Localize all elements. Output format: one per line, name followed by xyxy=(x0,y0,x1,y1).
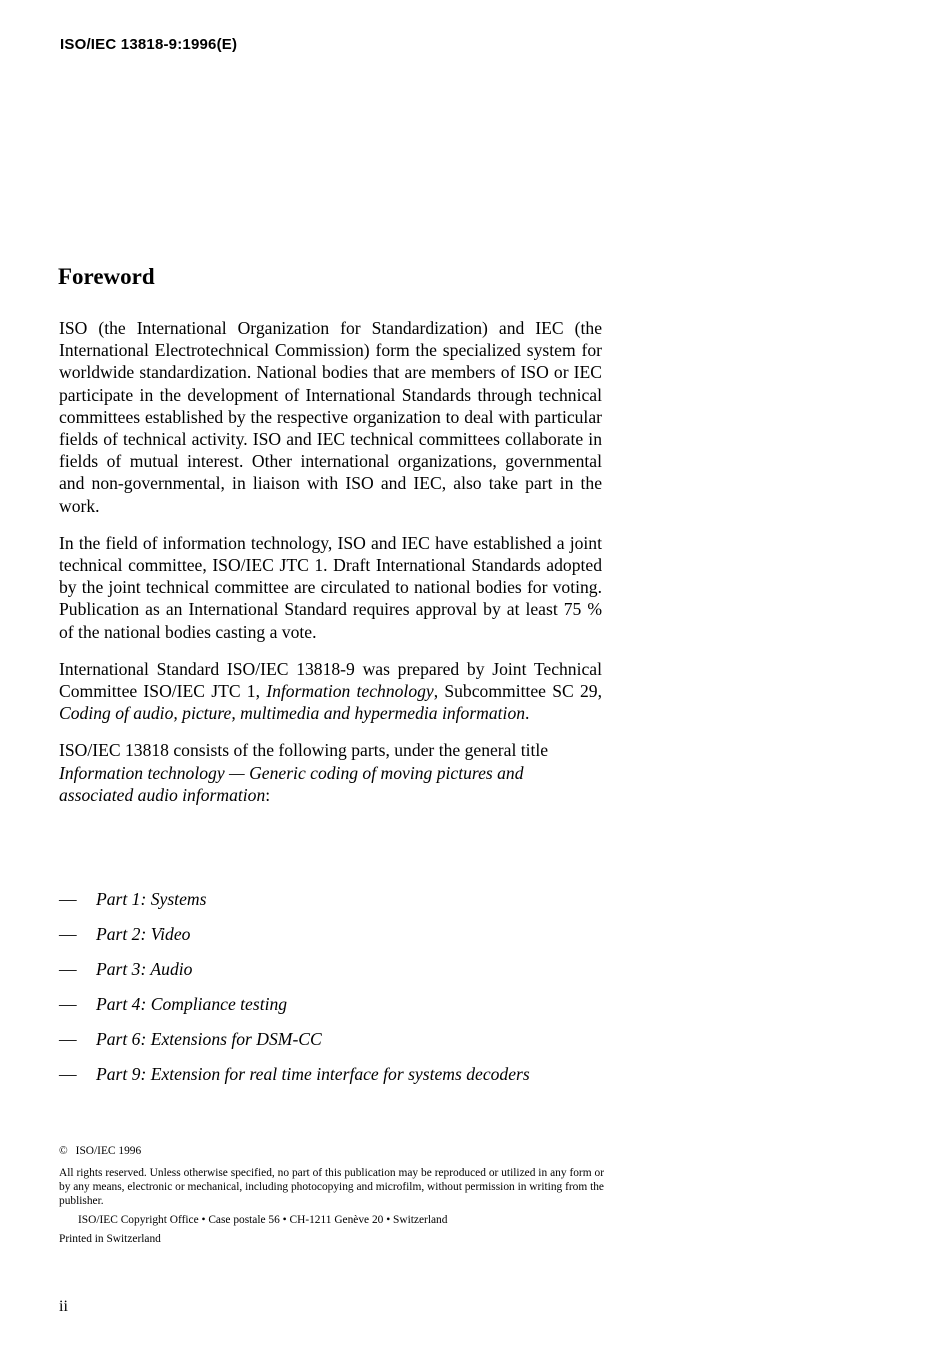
list-item xyxy=(59,1028,530,1063)
paragraph-3-text-a: International Standard ISO/IEC 13818-9 was prepared by Joint Technical Committee ISO/IEC JTC 1, xyxy=(59,658,602,702)
list-item xyxy=(59,923,530,958)
foreword-body xyxy=(59,317,602,821)
part-label: Part 9: Extension for real time interface for systems decoders xyxy=(96,1064,530,1084)
copyright-notice xyxy=(59,1144,604,1158)
list-item xyxy=(59,958,530,993)
paragraph-2: In the field of information technology, ISO and IEC have established a joint technical committee, ISO/IEC JTC 1. Draft International Standards adopted by the joint technical committee are circulated to national bodies for voting. Publication as an International Standard requires approval by at least 75 % of the national bodies casting a vote. xyxy=(59,532,602,642)
paragraph-4-text-c: : xyxy=(265,784,271,805)
copyright-year: ISO/IEC 1996 xyxy=(75,1145,142,1157)
foreword-title: Foreword xyxy=(58,264,155,289)
list-dash: — xyxy=(59,994,77,1014)
printed-in: Printed in Switzerland xyxy=(59,1233,161,1245)
paragraph-3-text-e: . xyxy=(525,703,530,724)
list-item xyxy=(59,888,530,923)
paragraph-4 xyxy=(59,739,602,806)
list-dash: — xyxy=(59,924,77,944)
copyright-office-address: ISO/IEC Copyright Office • Case postale 56 • CH-1211 Genève 20 • Switzerland xyxy=(78,1214,448,1226)
part-label: Part 3: Audio xyxy=(96,959,193,979)
page-number: ii xyxy=(59,1298,68,1315)
list-item xyxy=(59,1063,530,1098)
paragraph-3-text-c: , Subcommittee SC 29, xyxy=(433,681,602,702)
part-label: Part 1: Systems xyxy=(96,889,207,909)
copyright-block xyxy=(59,1144,604,1246)
paragraph-3-committee-title: Information technology xyxy=(266,681,434,702)
part-label: Part 4: Compliance testing xyxy=(96,994,288,1014)
parts-list xyxy=(59,888,530,1098)
paragraph-4-general-title: Information technology — Generic coding of moving pictures and associated audio information xyxy=(59,762,524,805)
list-dash: — xyxy=(59,889,77,909)
list-dash: — xyxy=(59,959,77,979)
paragraph-3 xyxy=(59,658,602,725)
copyright-icon: © xyxy=(59,1145,68,1157)
document-designation: ISO/IEC 13818-9:1996(E) xyxy=(60,36,238,53)
paragraph-3-subcommittee-title: Coding of audio, picture, multimedia and hypermedia information xyxy=(59,703,526,724)
part-label: Part 6: Extensions for DSM-CC xyxy=(96,1029,322,1049)
list-dash: — xyxy=(59,1029,77,1049)
paragraph-4-text-a: ISO/IEC 13818 consists of the following parts, under the general title xyxy=(59,740,549,761)
paragraph-1: ISO (the International Organization for Standardization) and IEC (the International Electrotechnical Commission) form the specialized system for worldwide standardization. National bodies that are members of ISO or IEC participate in the development of International Standards through technical committees established by the respective organization to deal with particular fields of technical activity. ISO and IEC technical committees collaborate in fields of mutual interest. Other international organizations, governmental and non-governmental, in liaison with ISO and IEC, also take part in the work. xyxy=(59,318,602,516)
list-dash: — xyxy=(59,1064,77,1084)
list-item xyxy=(59,993,530,1028)
part-label: Part 2: Video xyxy=(96,924,191,944)
rights-statement: All rights reserved. Unless otherwise specified, no part of this publication may be reproduced or utilized in any form or by any means, electronic or mechanical, including photocopying and microfilm, without permission in writing from the publisher. xyxy=(59,1167,604,1207)
